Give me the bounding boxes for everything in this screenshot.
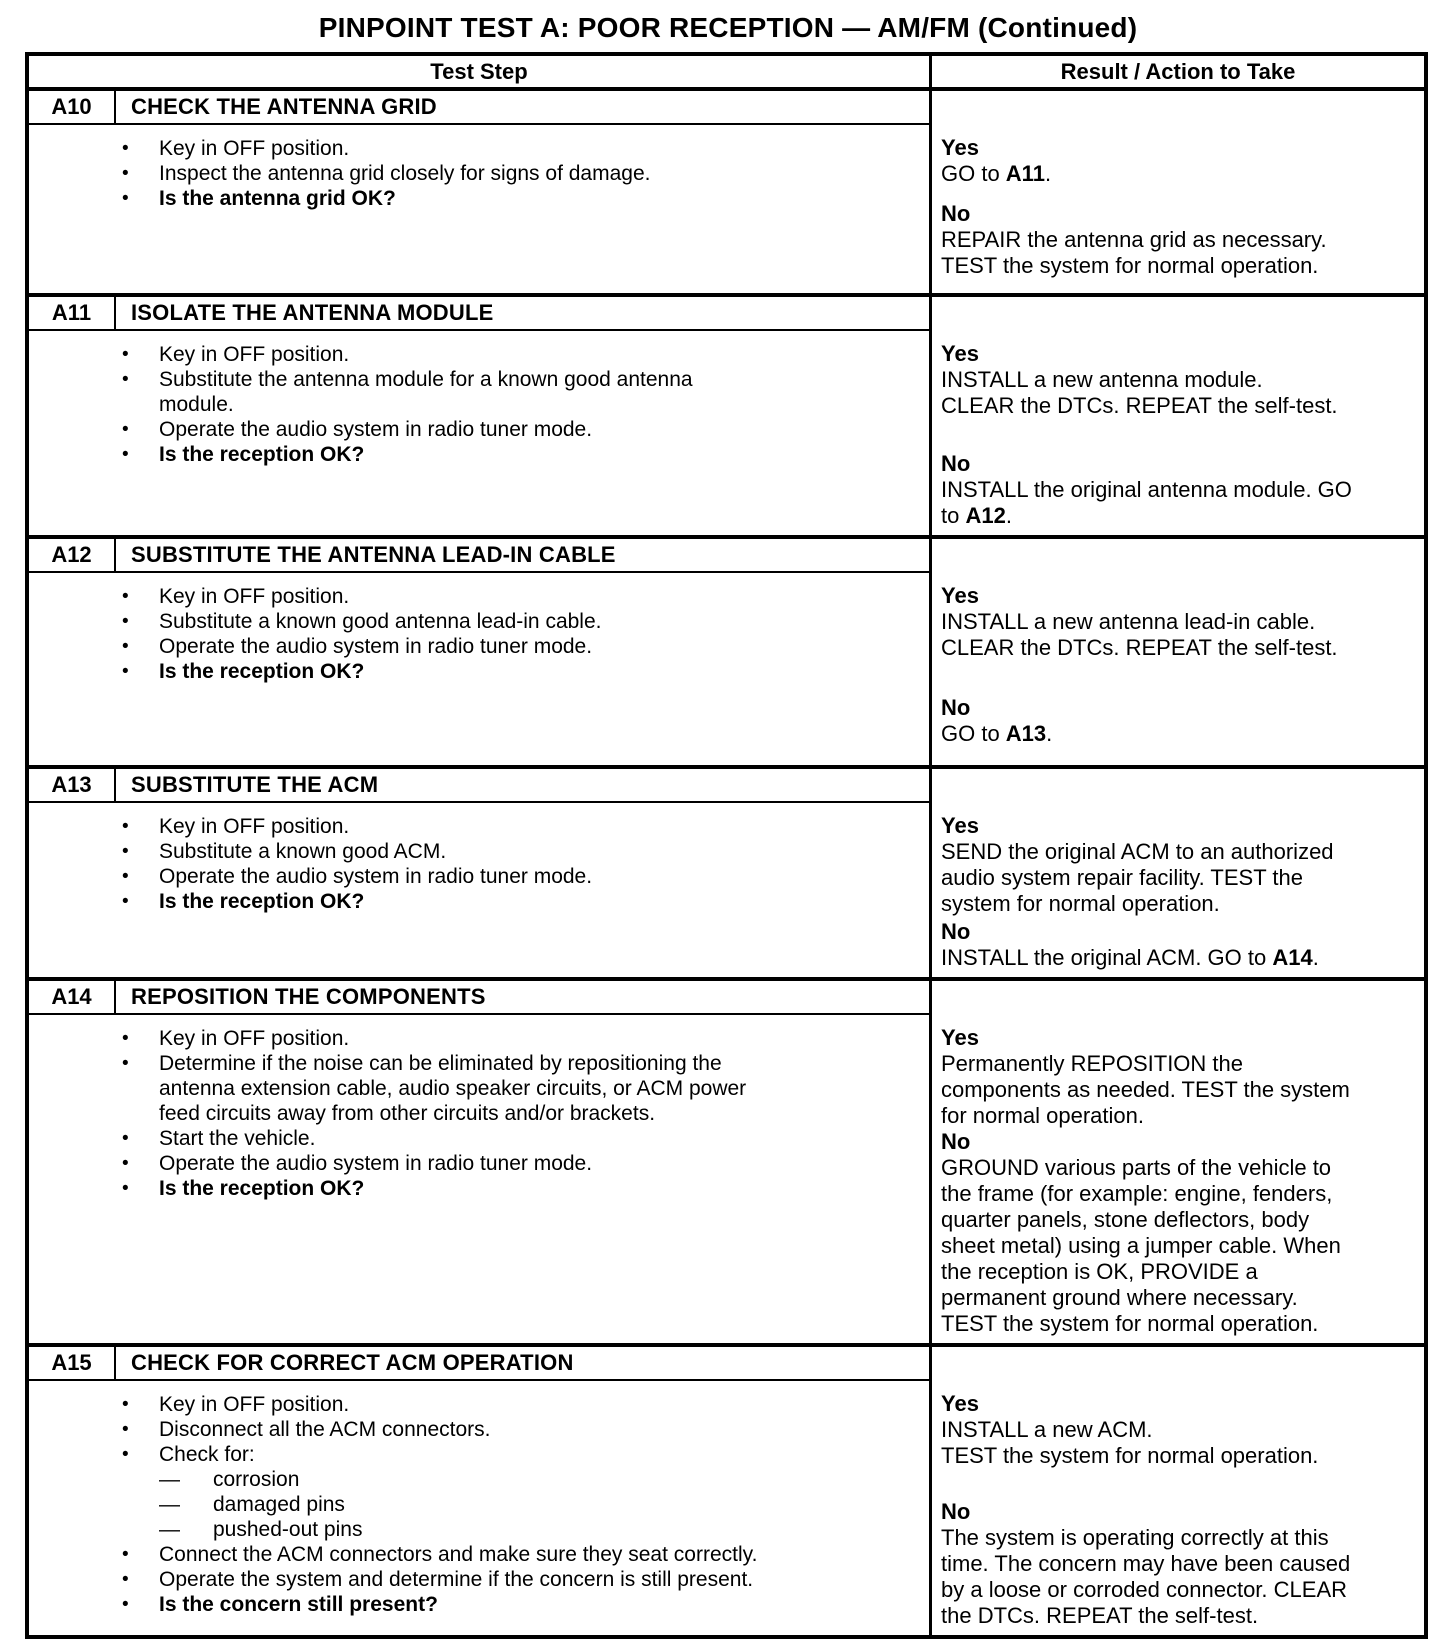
steps-container [29,91,1424,1635]
step-result-cell [929,91,1424,293]
yes-label: Yes [941,813,979,838]
dash-icon: — [159,1493,180,1516]
bullet-item [29,1542,929,1567]
bullet-item [29,1442,929,1467]
step-result-cell [929,981,1424,1343]
dash-icon: — [159,1518,180,1541]
bullet-text: Key in OFF position. [159,1027,350,1050]
yes-action-block [941,583,1416,661]
step-id: A13 [29,769,116,803]
bullet-icon: • [122,1444,129,1465]
step-row [29,535,1424,765]
bullet-item [29,442,929,467]
bullet-text: Is the concern still present? [159,1593,438,1616]
step-row [29,293,1424,535]
yes-action-block [941,813,1416,917]
step-id: A14 [29,981,116,1015]
no-action-line: The system is operating correctly at this [941,1525,1329,1550]
yes-action-line: CLEAR the DTCs. REPEAT the self-test. [941,635,1338,660]
bullet-text: Substitute a known good ACM. [159,840,447,863]
yes-action-line: CLEAR the DTCs. REPEAT the self-test. [941,393,1338,418]
bullet-item [29,659,929,684]
bullet-icon: • [122,1419,129,1440]
yes-label: Yes [941,583,979,608]
step-bullet-list [29,125,929,293]
bullet-text: Is the antenna grid OK? [159,187,396,210]
no-action-line: quarter panels, stone deflectors, body [941,1207,1310,1232]
yes-label: Yes [941,1391,979,1416]
no-label: No [941,919,971,944]
bullet-text: Operate the audio system in radio tuner mode. [159,865,593,888]
yes-label: Yes [941,135,979,160]
bullet-icon: • [122,1394,129,1415]
yes-action-line: INSTALL a new ACM. [941,1417,1153,1442]
column-header-result: Result / Action to Take [929,56,1424,87]
yes-action-line: Permanently REPOSITION the [941,1051,1243,1076]
bullet-text: Key in OFF position. [159,585,350,608]
bullet-text: Key in OFF position. [159,343,350,366]
no-action-block [941,919,1416,971]
no-action-line: INSTALL the original ACM. GO to A14. [941,945,1319,970]
dash-icon: — [159,1468,180,1491]
yes-action-line: TEST the system for normal operation. [941,1443,1319,1468]
step-bullet-list [29,331,929,535]
bullet-item [29,1151,929,1176]
no-action-line: by a loose or corroded connector. CLEAR [941,1577,1348,1602]
sub-item [29,1517,929,1542]
step-title: SUBSTITUTE THE ACM [116,769,929,803]
document-title: PINPOINT TEST A: POOR RECEPTION — AM/FM (Continued) [318,12,1138,43]
pinpoint-test-table [25,52,1428,1639]
bullet-item [29,839,929,864]
bullet-item [29,889,929,914]
bullet-icon: • [122,188,129,209]
bullet-icon: • [122,661,129,682]
bullet-icon: • [122,138,129,159]
no-action-block [941,201,1416,279]
table-header-row [29,56,1424,91]
no-action-block [941,695,1416,747]
bullet-text: Key in OFF position. [159,1393,350,1416]
yes-label: Yes [941,341,979,366]
step-result-cell [929,1347,1424,1635]
yes-action-line: SEND the original ACM to an authorized [941,839,1334,864]
bullet-item [29,1417,929,1442]
step-bullet-list [29,1381,929,1635]
step-title: REPOSITION THE COMPONENTS [116,981,929,1015]
bullet-text: Operate the system and determine if the concern is still present. [159,1568,754,1591]
step-id: A10 [29,91,116,125]
bullet-text: Is the reception OK? [159,660,365,683]
no-action-block [941,1129,1416,1337]
step-id: A11 [29,297,116,331]
bullet-text: Connect the ACM connectors and make sure they seat correctly. [159,1543,758,1566]
bullet-text: Operate the audio system in radio tuner mode. [159,418,593,441]
no-action-line: sheet metal) using a jumper cable. When [941,1233,1341,1258]
bullet-icon: • [122,369,129,390]
bullet-item [29,161,929,186]
step-row [29,765,1424,977]
bullet-icon: • [122,841,129,862]
sub-item [29,1492,929,1517]
bullet-item [29,1567,929,1592]
bullet-text: Operate the audio system in radio tuner mode. [159,1152,593,1175]
bullet-icon: • [122,419,129,440]
step-result-cell [929,769,1424,977]
step-bullet-list [29,1015,929,1343]
bullet-icon: • [122,444,129,465]
bullet-item [29,584,929,609]
bullet-icon: • [122,636,129,657]
no-action-line: TEST the system for normal operation. [941,253,1319,278]
yes-action-line: components as needed. TEST the system [941,1077,1350,1102]
no-label: No [941,201,971,226]
bullet-icon: • [122,1594,129,1615]
no-label: No [941,451,971,476]
yes-action-line: INSTALL a new antenna module. [941,367,1263,392]
bullet-item [29,186,929,211]
yes-action-line: system for normal operation. [941,891,1220,916]
yes-action-block [941,135,1416,187]
yes-action-block [941,1025,1416,1129]
bullet-item [29,342,929,367]
no-action-line: the reception is OK, PROVIDE a [941,1259,1258,1284]
bullet-text: Substitute the antenna module for a known good antenna module. [159,368,693,416]
step-title: CHECK THE ANTENNA GRID [116,91,929,125]
bullet-text: Inspect the antenna grid closely for signs of damage. [159,162,651,185]
bullet-item [29,1051,929,1126]
bullet-item [29,1126,929,1151]
bullet-text: Start the vehicle. [159,1127,316,1150]
step-bullet-list [29,573,929,765]
no-action-line: time. The concern may have been caused [941,1551,1351,1576]
step-row [29,91,1424,293]
bullet-icon: • [122,1153,129,1174]
no-action-block [941,1499,1416,1629]
bullet-icon: • [122,866,129,887]
step-bullet-list [29,803,929,977]
no-action-line: TEST the system for normal operation. [941,1311,1319,1336]
bullet-text: Disconnect all the ACM connectors. [159,1418,491,1441]
bullet-item [29,417,929,442]
no-action-line: permanent ground where necessary. [941,1285,1298,1310]
no-action-line: GROUND various parts of the vehicle to [941,1155,1332,1180]
sub-item-text: damaged pins [213,1493,345,1516]
bullet-icon: • [122,816,129,837]
yes-action-line: GO to A11. [941,161,1052,186]
bullet-text: Determine if the noise can be eliminated by repositioning the antenna extension cable, audio speaker circuits, or ACM power feed circuits away from other circuits and/or brackets. [159,1052,747,1125]
column-header-test-step: Test Step [430,59,528,84]
bullet-item [29,814,929,839]
sub-item-text: corrosion [213,1468,300,1491]
bullet-icon: • [122,1128,129,1149]
yes-action-line: INSTALL a new antenna lead-in cable. [941,609,1316,634]
bullet-icon: • [122,1569,129,1590]
no-action-line: REPAIR the antenna grid as necessary. [941,227,1327,252]
yes-action-block [941,341,1416,419]
bullet-icon: • [122,1053,129,1074]
no-action-line: to A12. [941,503,1012,528]
bullet-text: Is the reception OK? [159,1177,365,1200]
sub-item-text: pushed-out pins [213,1518,363,1541]
step-title: SUBSTITUTE THE ANTENNA LEAD-IN CABLE [116,539,929,573]
bullet-text: Operate the audio system in radio tuner mode. [159,635,593,658]
no-action-line: the frame (for example: engine, fenders, [941,1181,1333,1206]
yes-action-block [941,1391,1416,1469]
no-label: No [941,695,971,720]
bullet-text: Key in OFF position. [159,137,350,160]
step-row [29,1343,1424,1635]
step-result-cell [929,539,1424,765]
bullet-item [29,136,929,161]
bullet-item [29,1592,929,1617]
bullet-icon: • [122,344,129,365]
bullet-icon: • [122,891,129,912]
bullet-item [29,1392,929,1417]
bullet-item [29,864,929,889]
bullet-icon: • [122,163,129,184]
yes-action-line: audio system repair facility. TEST the [941,865,1303,890]
bullet-text: Check for: [159,1443,255,1466]
bullet-item [29,609,929,634]
no-action-line: the DTCs. REPEAT the self-test. [941,1603,1259,1628]
bullet-icon: • [122,1028,129,1049]
bullet-text: Is the reception OK? [159,443,365,466]
bullet-icon: • [122,1544,129,1565]
no-label: No [941,1129,971,1154]
bullet-item [29,1026,929,1051]
bullet-icon: • [122,586,129,607]
bullet-item [29,634,929,659]
bullet-icon: • [122,611,129,632]
no-action-line: INSTALL the original antenna module. GO [941,477,1352,502]
no-label: No [941,1499,971,1524]
bullet-text: Key in OFF position. [159,815,350,838]
step-id: A12 [29,539,116,573]
yes-action-line: for normal operation. [941,1103,1144,1128]
sub-item [29,1467,929,1492]
bullet-item [29,1176,929,1201]
bullet-item [29,367,929,417]
step-row [29,977,1424,1343]
bullet-icon: • [122,1178,129,1199]
bullet-text: Is the reception OK? [159,890,365,913]
no-action-line: GO to A13. [941,721,1053,746]
step-id: A15 [29,1347,116,1381]
yes-label: Yes [941,1025,979,1050]
step-title: CHECK FOR CORRECT ACM OPERATION [116,1347,929,1381]
step-title: ISOLATE THE ANTENNA MODULE [116,297,929,331]
no-action-block [941,451,1416,529]
bullet-text: Substitute a known good antenna lead-in cable. [159,610,602,633]
step-result-cell [929,297,1424,535]
